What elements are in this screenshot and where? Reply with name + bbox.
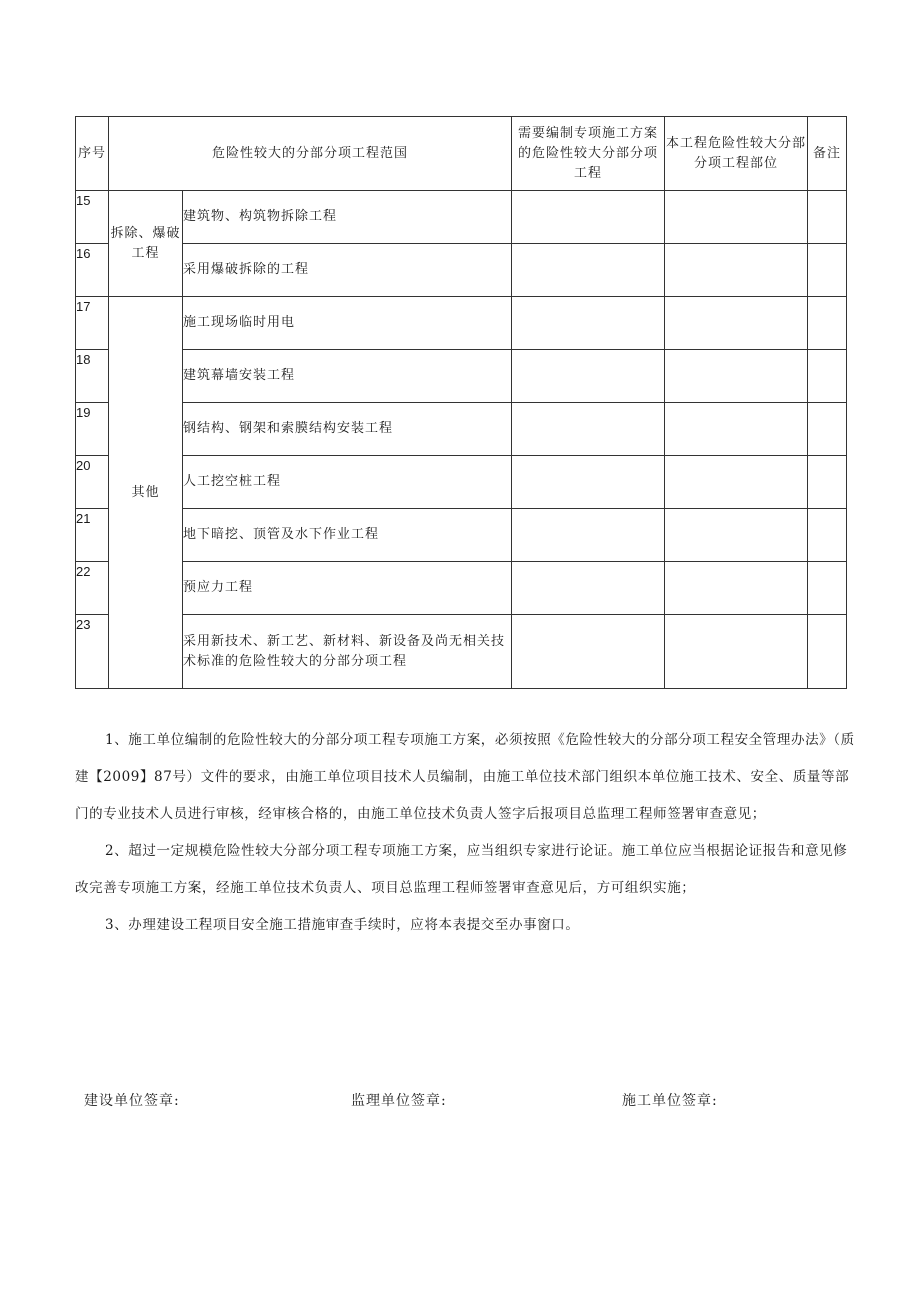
remark-cell[interactable]	[808, 297, 847, 350]
row-number: 20	[76, 456, 109, 509]
row-number: 21	[76, 509, 109, 562]
table-row	[76, 350, 847, 403]
need-plan-cell[interactable]	[512, 456, 665, 509]
table-row	[76, 509, 847, 562]
location-cell[interactable]	[665, 562, 808, 615]
location-cell[interactable]	[665, 615, 808, 689]
supervisor-signature-label: 监理单位签章:	[351, 1093, 447, 1109]
remark-cell[interactable]	[808, 562, 847, 615]
hazard-table-container	[75, 116, 847, 689]
note-1: 1、施工单位编制的危险性较大的分部分项工程专项施工方案，必须按照《危险性较大的分部分项工程安全管理办法》（质建【2009】87号）文件的要求，由施工单位项目技术人员编制，由施工单位技术部门组织本单位施工技术、安全、质量等部门的专业技术人员进行审核，经审核合格的，由施工单位技术负责人签字后报项目总监理工程师签署审查意见；	[75, 732, 855, 822]
row-item: 采用爆破拆除的工程	[183, 244, 512, 297]
row-item: 建筑物、构筑物拆除工程	[183, 191, 512, 244]
header-need-plan: 需要编制专项施工方案的危险性较大分部分项工程	[512, 117, 665, 191]
remark-cell[interactable]	[808, 191, 847, 244]
hazard-table	[75, 116, 847, 689]
location-cell[interactable]	[665, 297, 808, 350]
need-plan-cell[interactable]	[512, 403, 665, 456]
row-item: 地下暗挖、顶管及水下作业工程	[183, 509, 512, 562]
row-item: 施工现场临时用电	[183, 297, 512, 350]
row-number: 16	[76, 244, 109, 297]
header-remark: 备注	[808, 117, 847, 191]
table-row	[76, 615, 847, 689]
location-cell[interactable]	[665, 244, 808, 297]
note-3: 3、办理建设工程项目安全施工措施审查手续时，应将本表提交至办事窗口。	[105, 917, 580, 933]
owner-signature-label: 建设单位签章:	[84, 1093, 180, 1109]
contractor-signature-label: 施工单位签章:	[622, 1093, 718, 1109]
note-2: 2、超过一定规模危险性较大分部分项工程专项施工方案，应当组织专家进行论证。施工单位应当根据论证报告和意见修改完善专项施工方案，经施工单位技术负责人、项目总监理工程师签署审查意见后，方可组织实施；	[75, 843, 848, 896]
row-item: 采用新技术、新工艺、新材料、新设备及尚无相关技术标准的危险性较大的分部分项工程	[183, 615, 512, 689]
header-location: 本工程危险性较大分部分项工程部位	[665, 117, 808, 191]
location-cell[interactable]	[665, 456, 808, 509]
need-plan-cell[interactable]	[512, 509, 665, 562]
table-header-row	[76, 117, 847, 191]
location-cell[interactable]	[665, 403, 808, 456]
need-plan-cell[interactable]	[512, 615, 665, 689]
table-row	[76, 403, 847, 456]
location-cell[interactable]	[665, 191, 808, 244]
row-number: 23	[76, 615, 109, 689]
row-item: 人工挖空桩工程	[183, 456, 512, 509]
row-number: 15	[76, 191, 109, 244]
need-plan-cell[interactable]	[512, 244, 665, 297]
remark-cell[interactable]	[808, 456, 847, 509]
remark-cell[interactable]	[808, 244, 847, 297]
header-no: 序号	[76, 117, 109, 191]
need-plan-cell[interactable]	[512, 350, 665, 403]
location-cell[interactable]	[665, 509, 808, 562]
location-cell[interactable]	[665, 350, 808, 403]
remark-cell[interactable]	[808, 509, 847, 562]
remark-cell[interactable]	[808, 615, 847, 689]
table-row	[76, 244, 847, 297]
need-plan-cell[interactable]	[512, 191, 665, 244]
row-number: 17	[76, 297, 109, 350]
remark-cell[interactable]	[808, 403, 847, 456]
notes-section	[75, 722, 855, 944]
table-row	[76, 456, 847, 509]
table-row	[76, 191, 847, 244]
table-row	[76, 297, 847, 350]
row-number: 18	[76, 350, 109, 403]
row-number: 22	[76, 562, 109, 615]
remark-cell[interactable]	[808, 350, 847, 403]
need-plan-cell[interactable]	[512, 562, 665, 615]
category-demolition: 拆除、爆破工程	[109, 191, 183, 297]
row-item: 建筑幕墙安装工程	[183, 350, 512, 403]
row-number: 19	[76, 403, 109, 456]
need-plan-cell[interactable]	[512, 297, 665, 350]
header-scope: 危险性较大的分部分项工程范国	[109, 117, 512, 191]
table-row	[76, 562, 847, 615]
category-other: 其他	[109, 297, 183, 689]
row-item: 预应力工程	[183, 562, 512, 615]
row-item: 钢结构、钢架和索膜结构安装工程	[183, 403, 512, 456]
